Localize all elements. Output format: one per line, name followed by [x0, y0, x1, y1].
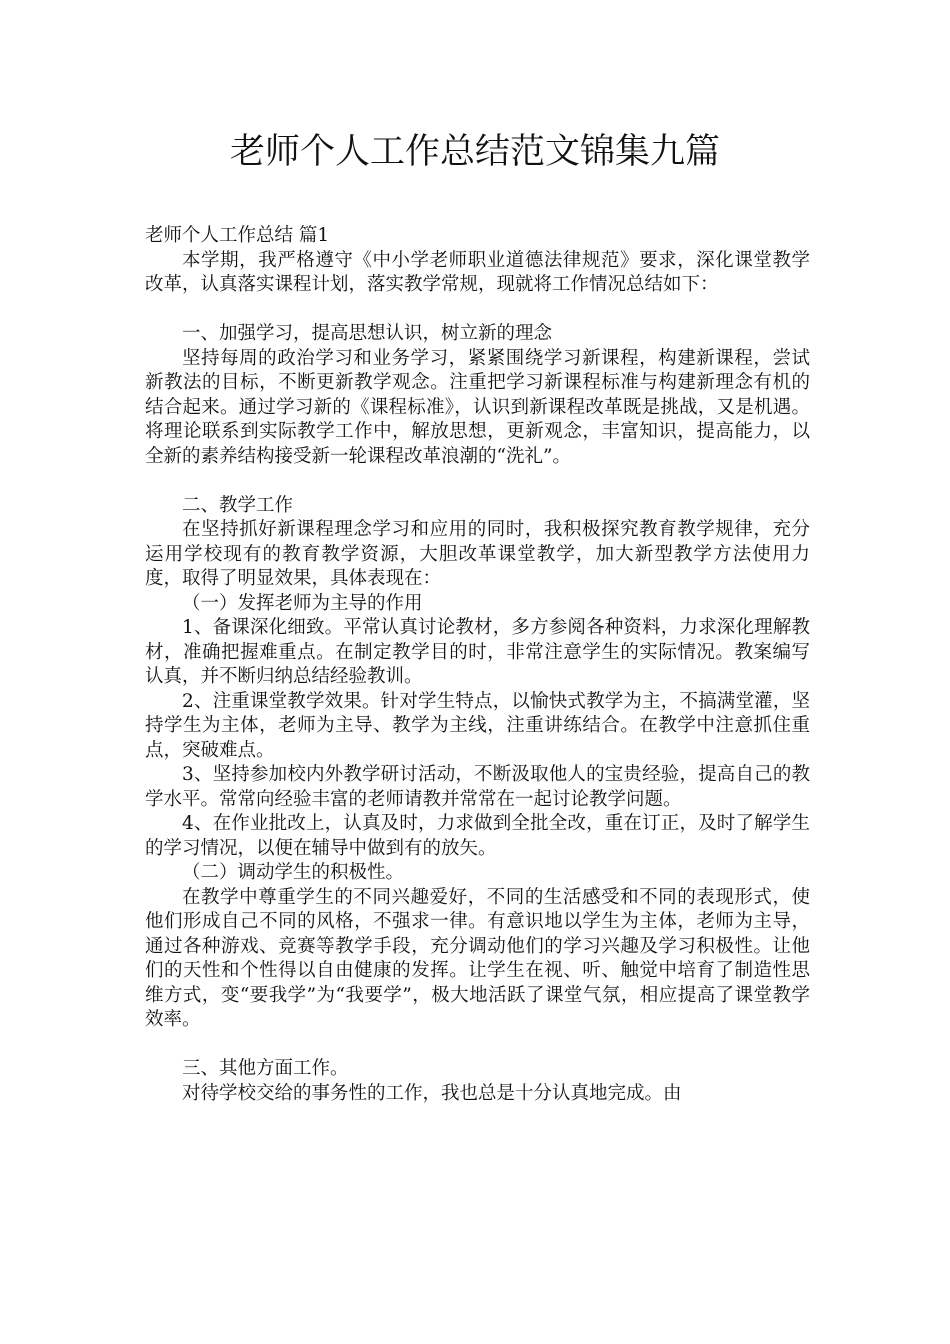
subheading-1: （一）发挥老师为主导的作用	[182, 592, 423, 614]
heading-2: 二、教学工作	[182, 494, 294, 516]
paragraph: 坚持每周的政治学习和业务学习，紧紧围绕学习新课程，构建新课程，尝试新教法的目标，不断更新教学观念。注重把学习新课程标准与构建新理念有机的结合起来。通过学习新的《课程标准》，认识到新课程改革既是挑战，又是机遇。将理论联系到实际教学工作中，解放思想，更新观念，丰富知识，提高能力，以全新的素养结构接受新一轮课程改革浪潮的“洗礼”。	[145, 347, 810, 467]
paragraph: 在坚持抓好新课程理念学习和应用的同时，我积极探究教育教学规律，充分运用学校现有的教育教学资源，大胆改革课堂教学，加大新型教学方法使用力度，取得了明显效果，具体表现在：	[145, 519, 810, 589]
document-title: 老师个人工作总结范文锦集九篇	[229, 132, 720, 172]
paragraph: 4、在作业批改上，认真及时，力求做到全批全改，重在订正，及时了解学生的学习情况，以便在辅导中做到有的放矢。	[145, 813, 810, 859]
heading-3: 三、其他方面工作。	[182, 1058, 349, 1079]
paragraph: 本学期，我严格遵守《中小学老师职业道德法律规范》要求，深化课堂教学改革，认真落实课程计划，落实教学常规，现就将工作情况总结如下：	[145, 249, 810, 295]
document-body	[145, 224, 810, 1106]
paragraph: 1、备课深化细致。平常认真讨论教材，多方参阅各种资料，力求深化理解教材，准确把握难重点。在制定教学目的时，非常注意学生的实际情况。教案编写认真，并不断归纳总结经验教训。	[145, 617, 810, 687]
paragraph: 在教学中尊重学生的不同兴趣爱好，不同的生活感受和不同的表现形式，使他们形成自己不同的风格，不强求一律。有意识地以学生为主体，老师为主导，通过各种游戏、竞赛等教学手段，充分调动他们的学习兴趣及学习积极性。让他们的天性和个性得以自由健康的发挥。让学生在视、听、触觉中培育了制造性思维方式，变“要我学”为“我要学”，极大地活跃了课堂气氛，相应提高了课堂教学效率。	[145, 886, 810, 1030]
paragraph: 2、注重课堂教学效果。针对学生特点，以愉快式教学为主，不搞满堂灌，坚持学生为主体，老师为主导、教学为主线，注重讲练结合。在教学中注意抓住重点，突破难点。	[145, 690, 810, 761]
paragraph: 3、坚持参加校内外教学研讨活动，不断汲取他人的宝贵经验，提高自己的教学水平。常常向经验丰富的老师请教并常常在一起讨论教学问题。	[145, 764, 810, 810]
paragraph: 对待学校交给的事务性的工作，我也总是十分认真地完成。由	[182, 1082, 682, 1104]
section-heading: 老师个人工作总结 篇1	[145, 225, 330, 246]
subheading-2: （二）调动学生的积极性。	[182, 862, 405, 883]
heading-1: 一、加强学习，提高思想认识，树立新的理念	[182, 323, 553, 344]
